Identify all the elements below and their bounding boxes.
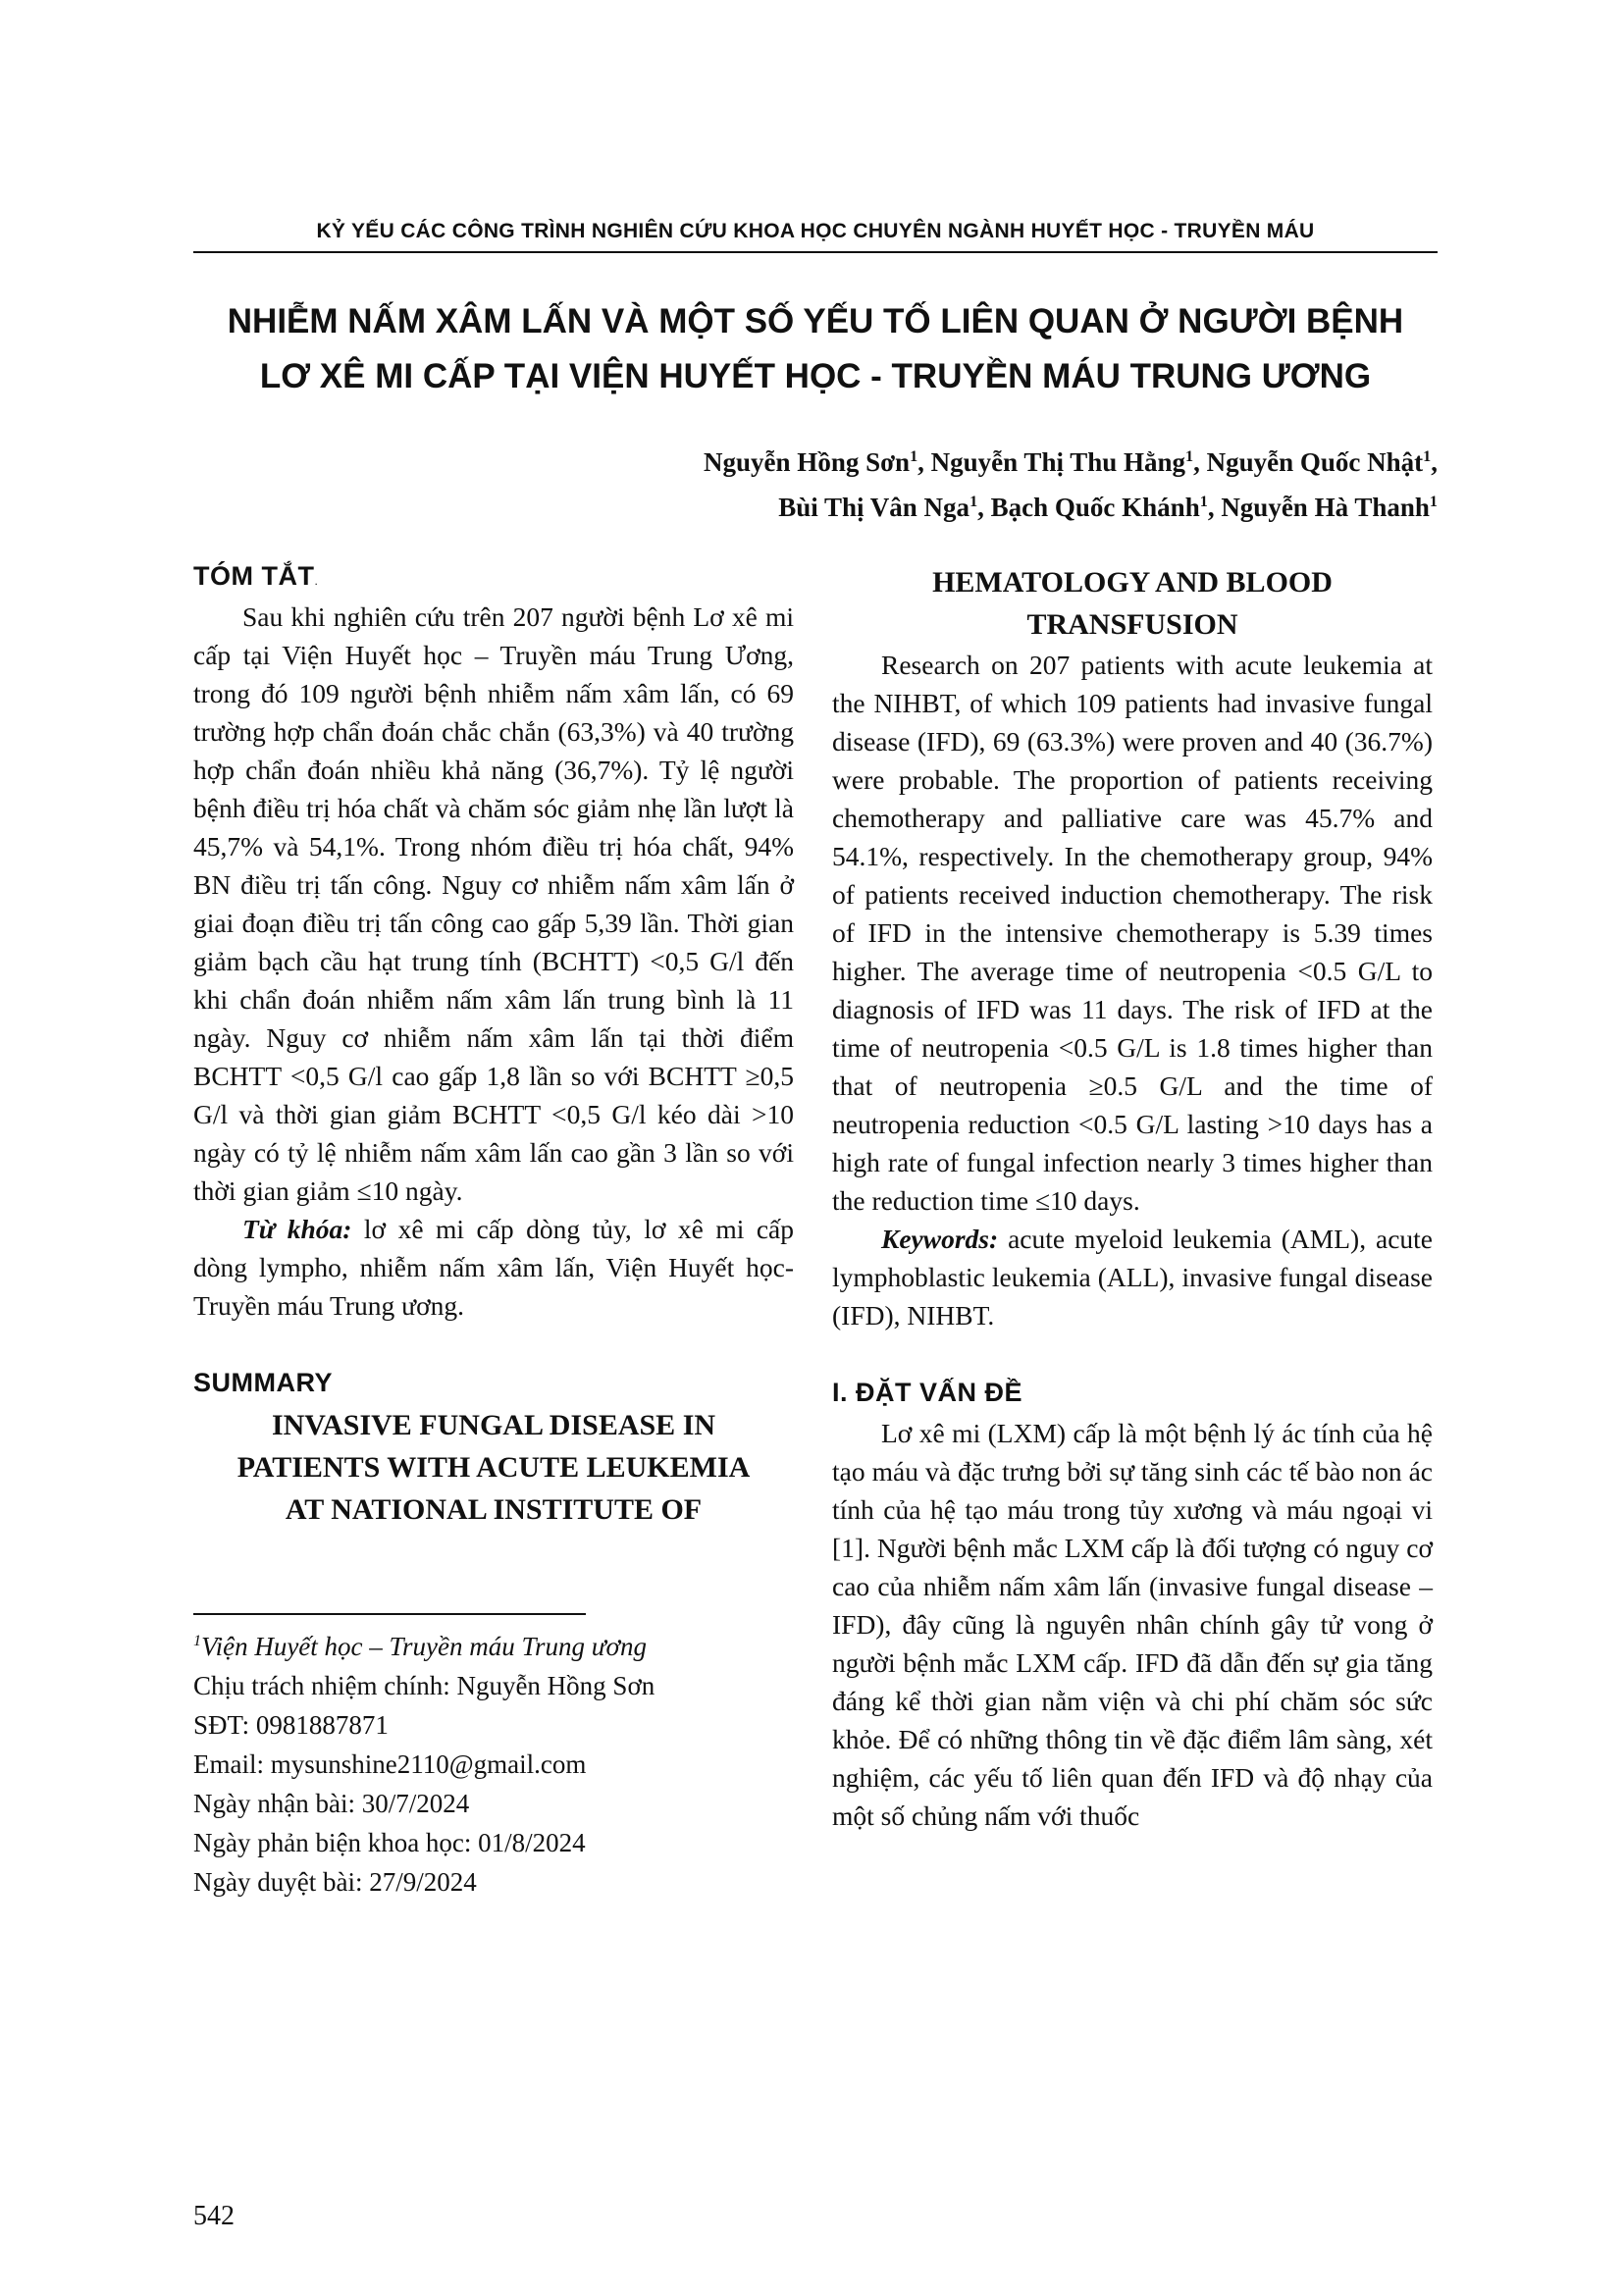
keywords-vi-text: lơ xê mi cấp dòng tủy, lơ xê mi cấp dòng lympho, nhiễm nấm xâm lấn, Viện Huyết học-Truyền máu Trung ương. xyxy=(193,1214,794,1321)
header-rule xyxy=(193,251,1438,253)
keywords-en-label: Keywords: xyxy=(881,1224,999,1254)
author-name: Nguyễn Hà Thanh xyxy=(1221,493,1430,522)
section-1-heading: I. ĐẶT VẤN ĐỀ xyxy=(832,1378,1023,1407)
abstract-vi-text: Sau khi nghiên cứu trên 207 người bệnh Lơ xê mi cấp tại Viện Huyết học – Truyền máu Trung Ương, trong đó 109 người bệnh nhiễm nấm xâm lấn, có 69 trường hợp chẩn đoán chắc chắn (63,3%) và 40 trường hợp chẩn đoán nhiều khả năng (36,7%). Tỷ lệ người bệnh điều trị hóa chất và chăm sóc giảm nhẹ lần lượt là 45,7% và 54,1%. Trong nhóm điều trị hóa chất, 94% BN điều trị tấn công. Nguy cơ nhiễm nấm xâm lấn ở giai đoạn điều trị tấn công cao gấp 5,39 lần. Thời gian giảm bạch cầu hạt trung tính (BCHTT) <0,5 G/l đến khi chẩn đoán nhiễm nấm xâm lấn trung bình là 11 ngày. Nguy cơ nhiễm nấm xâm lấn tại thời điểm BCHTT <0,5 G/l cao gấp 1,8 lần so với BCHTT ≥0,5 G/l và thời gian giảm BCHTT <0,5 G/l kéo dài >10 ngày có tỷ lệ nhiễm nấm xâm lấn cao gần 3 lần so với thời gian giảm ≤10 ngày. xyxy=(193,601,794,1206)
author-affiliation-mark: 1 xyxy=(1423,447,1432,465)
author-affiliation-mark: 1 xyxy=(1429,493,1438,510)
footnote-accepted: Ngày duyệt bài: 27/9/2024 xyxy=(193,1867,477,1897)
title-line-1: NHIỄM NẤM XÂM LẤN VÀ MỘT SỐ YẾU TỐ LIÊN QUAN Ở NGƯỜI BỆNH xyxy=(227,302,1404,340)
author-line-2: Bùi Thị Vân Nga$^1$, Bạch Quốc Khánh$^1$, Nguyễn Hà Thanh$^1$ xyxy=(778,493,1438,522)
author-line-1: Nguyễn Hồng Sơn$^1$, Nguyễn Thị Thu Hằng$^1$, Nguyễn Quốc Nhật$^1$, xyxy=(704,447,1438,477)
abstract-vi-heading-mark: . xyxy=(314,574,319,588)
summary-title-line-4: HEMATOLOGY AND BLOOD xyxy=(932,566,1333,599)
summary-keywords xyxy=(832,1220,1433,1334)
author-affiliation-mark: 1 xyxy=(910,447,918,465)
summary-text: Research on 207 patients with acute leukemia at the NIHBT, of which 109 patients had invasive fungal disease (IFD), 69 (63.3%) were proven and 40 (36.7%) were probable. The proportion of patients receiving chemotherapy and palliative care was 45.7% and 54.1%, respectively. In the chemotherapy group, 94% of patients received induction chemotherapy. The risk of IFD in the intensive chemotherapy is 5.39 times higher. The average time of neutropenia <0.5 G/L to diagnosis of IFD was 11 days. The risk of IFD at the time of neutropenia <0.5 G/L is 1.8 times higher than that of neutropenia ≥0.5 G/L and the time of neutropenia reduction <0.5 G/L lasting >10 days has a high rate of fungal infection nearly 3 times higher than the reduction time ≤10 days. xyxy=(832,650,1433,1216)
page-number: 542 xyxy=(193,2201,235,2231)
summary-title-line-1: INVASIVE FUNGAL DISEASE IN xyxy=(271,1409,716,1441)
abstract-vi-keywords xyxy=(193,1210,794,1325)
author-name: Nguyễn Hồng Sơn xyxy=(704,447,911,477)
author-name: Nguyễn Thị Thu Hằng xyxy=(930,447,1186,477)
title-line-2: LƠ XÊ MI CẤP TẠI VIỆN HUYẾT HỌC - TRUYỀN MÁU TRUNG ƯƠNG xyxy=(259,357,1372,395)
author-list xyxy=(704,440,1438,530)
footnote-reviewed: Ngày phản biện khoa học: 01/8/2024 xyxy=(193,1828,586,1857)
footnote-email: Email: mysunshine2110@gmail.com xyxy=(193,1749,587,1779)
footnote-affiliation xyxy=(193,1627,794,1666)
abstract-vi-heading xyxy=(193,561,794,592)
section-1-text: Lơ xê mi (LXM) cấp là một bệnh lý ác tính của hệ tạo máu và đặc trưng bởi sự tăng sinh các tế bào non ác tính của hệ tạo máu trong tủy xương và máu ngoại vi [1]. Người bệnh mắc LXM cấp là đối tượng có nguy cơ cao của nhiễm nấm xâm lấn (invasive fungal disease – IFD), đây cũng là nguyên nhân chính gây tử vong ở người bệnh mắc LXM cấp. IFD đã dẫn đến sự gia tăng đáng kể thời gian nằm viện và chi phí chăm sóc sức khỏe. Để có những thông tin về đặc điểm lâm sàng, xét nghiệm, các yếu tố liên quan đến IFD và độ nhạy của một số chủng nấm với thuốc xyxy=(832,1418,1433,1831)
right-column xyxy=(832,561,1433,1835)
author-affiliation-mark: 1 xyxy=(1199,493,1208,510)
running-header: KỶ YẾU CÁC CÔNG TRÌNH NGHIÊN CỨU KHOA HỌC CHUYÊN NGÀNH HUYẾT HỌC - TRUYỀN MÁU xyxy=(316,220,1315,242)
abstract-vi-heading-text: TÓM TẮT xyxy=(193,561,315,591)
author-name: Bùi Thị Vân Nga xyxy=(778,493,970,522)
footnote-corresponding: Chịu trách nhiệm chính: Nguyễn Hồng Sơn xyxy=(193,1671,655,1700)
left-column xyxy=(193,561,794,1902)
summary-title-line-2: PATIENTS WITH ACUTE LEUKEMIA xyxy=(236,1451,751,1484)
summary-title-line-3: AT NATIONAL INSTITUTE OF xyxy=(285,1493,703,1526)
author-affiliation-mark: 1 xyxy=(1185,447,1194,465)
author-name: Nguyễn Quốc Nhật xyxy=(1206,447,1424,477)
author-name: Bạch Quốc Khánh xyxy=(990,493,1200,522)
summary-title-line-5: TRANSFUSION xyxy=(1026,608,1238,641)
footnote-affiliation-mark: 1 xyxy=(193,1632,202,1649)
author-affiliation-mark: 1 xyxy=(969,493,978,510)
keywords-vi-label: Từ khóa: xyxy=(242,1214,352,1244)
footnote-received: Ngày nhận bài: 30/7/2024 xyxy=(193,1789,470,1818)
footnote-phone: SĐT: 0981887871 xyxy=(193,1710,389,1740)
keywords-en-text: acute myeloid leukemia (AML), acute lymphoblastic leukemia (ALL), invasive fungal disease (IFD), NIHBT. xyxy=(832,1224,1433,1331)
summary-heading: SUMMARY xyxy=(193,1368,333,1397)
article-title xyxy=(193,294,1438,404)
footnote-affiliation-text: Viện Huyết học – Truyền máu Trung ương xyxy=(201,1632,647,1661)
